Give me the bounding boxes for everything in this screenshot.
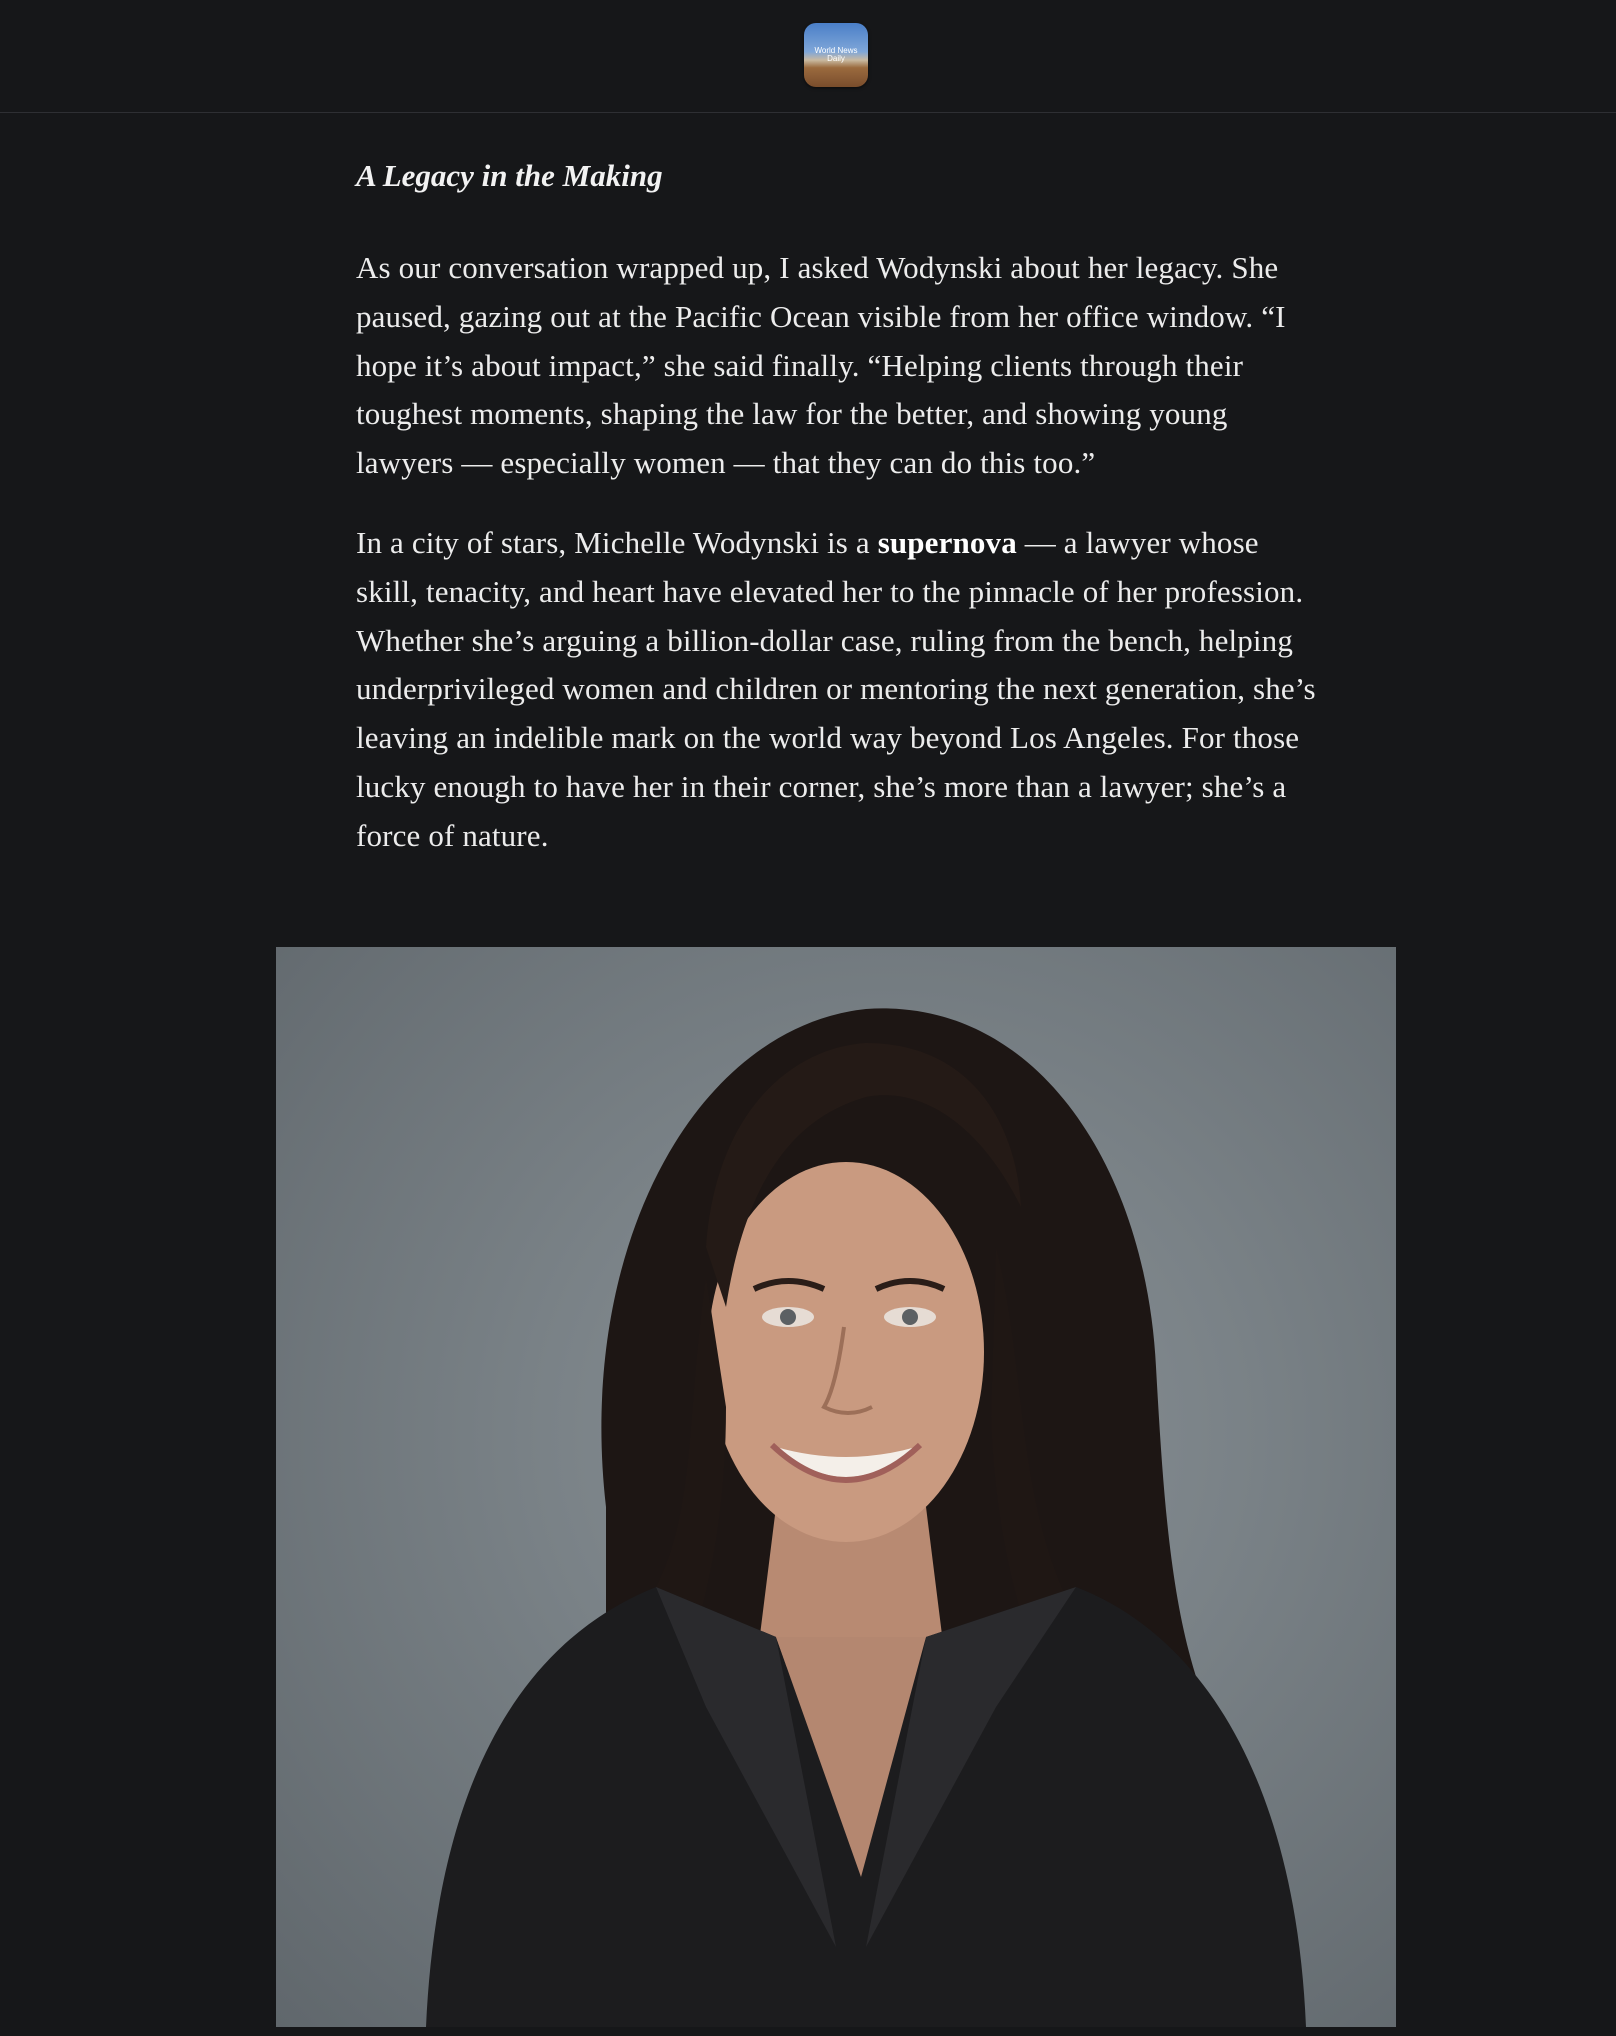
portrait-photo [276,947,1396,2027]
paragraph-text: — a lawyer whose skill, tenacity, and heart have elevated her to the pinnacle of her profession. Whether she’s arguing a billion-dollar case, ruling from the bench, helping underprivileged women and children or mentoring the next generation, she’s leaving an indelible mark on the world way beyond Los Angeles. For those lucky enough to have her in their corner, she’s more than a lawyer; she’s a force of nature. [356,524,1316,853]
paragraph-text: In a city of stars, Michelle Wodynski is a [356,524,878,560]
section-heading: A Legacy in the Making [356,158,663,193]
article-paragraph [356,519,1316,861]
article-paragraph: As our conversation wrapped up, I asked Wodynski about her legacy. She paused, gazing out at the Pacific Ocean visible from her office window. “I hope it’s about impact,” she said finally. “Helping clients through their toughest moments, shaping the law for the better, and showing young lawyers — especially women — that they can do this too.” [356,250,1286,481]
logo-text: World News Daily [814,46,858,63]
emphasis-text: supernova [877,524,1017,560]
article-body [356,144,1316,892]
portrait-illustration [276,947,1396,2027]
top-bar [0,0,1616,113]
world-news-daily-logo-icon[interactable] [804,23,868,87]
